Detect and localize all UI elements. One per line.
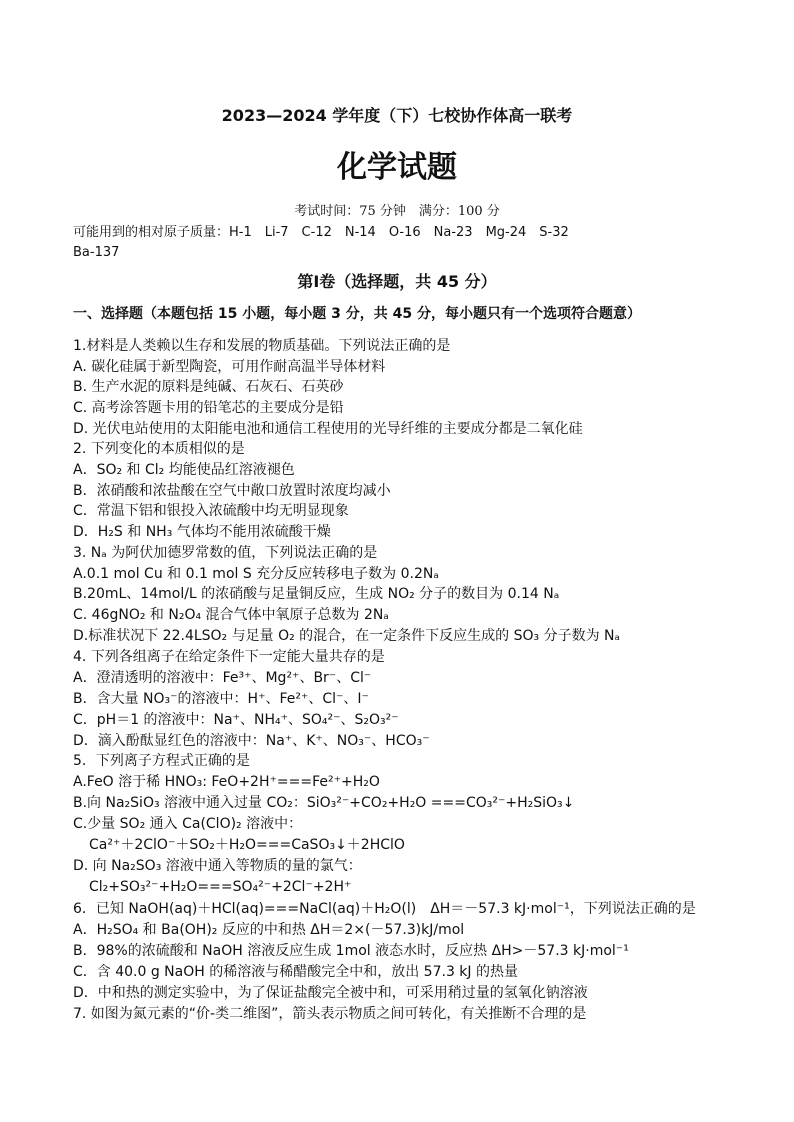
question-line: C. 46gNO₂ 和 N₂O₄ 混合气体中氧原子总数为 2Nₐ bbox=[73, 607, 389, 623]
question-line: 6．已知 NaOH(aq)＋HCl(aq)===NaCl(aq)＋H₂O(l) ΔH＝－57.3 kJ·mol⁻¹，下列说法正确的是 bbox=[73, 901, 696, 917]
question-line: 3. Nₐ 为阿伏加德罗常数的值，下列说法正确的是 bbox=[73, 545, 378, 561]
question-line: A．澄清透明的溶液中：Fe³⁺、Mg²⁺、Br⁻、Cl⁻ bbox=[73, 670, 372, 686]
question-line: A. 碳化硅属于新型陶瓷，可用作耐高温半导体材料 bbox=[73, 359, 386, 375]
question-line: D．H₂S 和 NH₃ 气体均不能用浓硫酸干燥 bbox=[73, 524, 331, 540]
question-line: B.向 Na₂SiO₃ 溶液中通入过量 CO₂：SiO₃²⁻+CO₂+H₂O ===CO₃²⁻+H₂SiO₃↓ bbox=[73, 795, 575, 811]
question-line: C.少量 SO₂ 通入 Ca(ClO)₂ 溶液中： bbox=[73, 816, 303, 832]
section-heading: 一、选择题（本题包括 15 小题，每小题 3 分，共 45 分，每小题只有一个选项符合题意） bbox=[73, 306, 641, 322]
question-line: Ca²⁺＋2ClO⁻＋SO₂＋H₂O===CaSO₃↓＋2HClO bbox=[89, 837, 405, 853]
exam-title: 2023—2024 学年度（下）七校协作体高一联考 bbox=[221, 106, 573, 125]
question-line: B．浓硝酸和浓盐酸在空气中敞口放置时浓度均减小 bbox=[73, 483, 391, 499]
question-line: 7. 如图为氮元素的“价-类二维图”，箭头表示物质之间可转化，有关推断不合理的是 bbox=[73, 1006, 587, 1022]
exam-info: 考试时间：75 分钟 满分：100 分 bbox=[294, 204, 500, 219]
question-line: 5．下列离子方程式正确的是 bbox=[73, 753, 250, 769]
question-line: A．SO₂ 和 Cl₂ 均能使品红溶液褪色 bbox=[73, 462, 295, 478]
question-line: D. 向 Na₂SO₃ 溶液中通入等物质的量的氯气： bbox=[73, 858, 362, 874]
question-line: B.20mL、14mol/L 的浓硝酸与足量铜反应，生成 NO₂ 分子的数目为 0.14 Nₐ bbox=[73, 586, 560, 602]
question-line: B．98%的浓硫酸和 NaOH 溶液反应生成 1mol 液态水时，反应热 ΔH>－57.3 kJ·mol⁻¹ bbox=[73, 943, 629, 959]
question-line: C. 高考涂答题卡用的铅笔芯的主要成分是铅 bbox=[73, 400, 344, 416]
question-line: A.FeO 溶于稀 HNO₃: FeO+2H⁺===Fe²⁺+H₂O bbox=[73, 774, 380, 790]
atomic-masses-line-1: 可能用到的相对原子质量：H-1 Li-7 C-12 N-14 O-16 Na-23 Mg-24 S-32 bbox=[73, 225, 569, 240]
question-line: Cl₂+SO₃²⁻+H₂O===SO₄²⁻+2Cl⁻+2H⁺ bbox=[89, 879, 352, 895]
question-line: B. 生产水泥的原料是纯碱、石灰石、石英砂 bbox=[73, 379, 344, 395]
question-line: A.0.1 mol Cu 和 0.1 mol S 充分反应转移电子数为 0.2Nₐ bbox=[73, 566, 439, 582]
question-line: D. 光伏电站使用的太阳能电池和通信工程使用的光导纤维的主要成分都是二氧化硅 bbox=[73, 421, 583, 437]
section-title: 第Ⅰ卷（选择题，共 45 分） bbox=[297, 272, 497, 291]
question-line: D．滴入酚酞显红色的溶液中：Na⁺、K⁺、NO₃⁻、HCO₃⁻ bbox=[73, 733, 430, 749]
question-line: C．pH＝1 的溶液中：Na⁺、NH₄⁺、SO₄²⁻、S₂O₃²⁻ bbox=[73, 712, 399, 728]
question-line: 4. 下列各组离子在给定条件下一定能大量共存的是 bbox=[73, 649, 385, 665]
question-line: 1.材料是人类赖以生存和发展的物质基础。下列说法正确的是 bbox=[73, 338, 451, 354]
atomic-masses-line-2: Ba-137 bbox=[73, 245, 120, 260]
question-line: A．H₂SO₄ 和 Ba(OH)₂ 反应的中和热 ΔH＝2×(－57.3)kJ/mol bbox=[73, 922, 465, 938]
question-line: D．中和热的测定实验中，为了保证盐酸完全被中和，可采用稍过量的氢氧化钠溶液 bbox=[73, 985, 588, 1001]
question-line: B．含大量 NO₃⁻的溶液中：H⁺、Fe²⁺、Cl⁻、I⁻ bbox=[73, 691, 369, 707]
subject-title: 化学试题 bbox=[337, 150, 457, 185]
question-line: 2. 下列变化的本质相似的是 bbox=[73, 441, 245, 457]
question-line: C．含 40.0 g NaOH 的稀溶液与稀醋酸完全中和，放出 57.3 kJ 的热量 bbox=[73, 964, 518, 980]
question-line: C．常温下铝和银投入浓硫酸中均无明显现象 bbox=[73, 503, 349, 519]
question-line: D.标准状况下 22.4LSO₂ 与足量 O₂ 的混合，在一定条件下反应生成的 SO₃ 分子数为 Nₐ bbox=[73, 628, 620, 644]
